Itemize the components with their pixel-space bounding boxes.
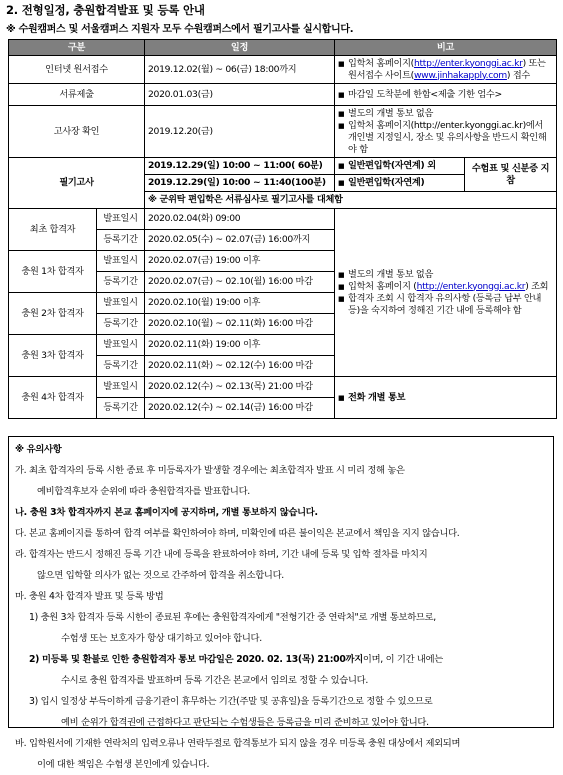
- note-bold: 2) 미등록 및 환불로 인한 충원합격자 통보 마감일은 2020. 02. 13(목) 21:00까지: [29, 654, 363, 665]
- round-key: 발표일시: [97, 209, 145, 230]
- row-label: 필기고사: [9, 158, 145, 209]
- note-text: 입학처 홈페이지(: [348, 57, 414, 69]
- note-rest: 이며, 이 기간 내에는: [362, 654, 443, 665]
- round-value: 2020.02.12(수) ~ 02.14(금) 16:00 마감: [145, 398, 335, 419]
- apply-site-link[interactable]: www.jinhakapply.com: [413, 69, 507, 81]
- note-text: ■ 별도의 개별 통보 없음: [338, 108, 553, 120]
- note-item: 수시로 충원 합격자를 발표하며 등록 기간은 본교에서 임의로 정할 수 있습니다.: [61, 675, 368, 686]
- exam-note-1: [335, 158, 465, 175]
- note-text: ) 접수: [506, 69, 530, 81]
- round-key: 등록기간: [97, 272, 145, 293]
- row-note: [335, 56, 557, 84]
- round-label: 충원 2차 합격자: [9, 293, 97, 335]
- row-date: 2020.01.03(금): [145, 84, 335, 106]
- row-date: 2019.12.02(월) ~ 06(금) 18:00까지: [145, 56, 335, 84]
- section-heading: 2. 전형일정, 충원합격발표 및 등록 안내: [6, 3, 205, 17]
- round-value: 2020.02.10(월) ~ 02.11(화) 16:00 마감: [145, 314, 335, 335]
- header-remark: 비고: [335, 40, 557, 56]
- note-item: 나. 충원 3차 합격자까지 본교 홈페이지에 공지하며, 개별 통보하지 않습니다.: [15, 507, 318, 518]
- note-item: [15, 649, 547, 670]
- note-text: ■ 일반편입학(자연계): [338, 177, 461, 189]
- schedule-table: [8, 39, 557, 419]
- notes-title: ※ 유의사항: [15, 444, 62, 455]
- table-row: [9, 209, 557, 230]
- note-item: 가. 최초 합격자의 등록 시한 종료 후 미등록자가 발생할 경우에는 최초합격자 발표 시 미리 정해 놓은: [15, 465, 405, 476]
- round-key: 등록기간: [97, 398, 145, 419]
- round-value: 2020.02.07(금) ~ 02.10(월) 16:00 마감: [145, 272, 335, 293]
- round-label: 충원 3차 합격자: [9, 335, 97, 377]
- table-header-row: [9, 40, 557, 56]
- exam-remark: ※ 군위탁 편입학은 서류심사로 필기고사를 대체함: [145, 192, 557, 209]
- round-key: 등록기간: [97, 356, 145, 377]
- note-item: 수험생 또는 보호자가 항상 대기하고 있어야 합니다.: [61, 633, 262, 644]
- section-subheading: ※ 수원캠퍼스 및 서울캠퍼스 지원자 모두 수원캠퍼스에서 필기고사를 실시합니다.: [6, 24, 354, 35]
- exam-note-2: [335, 175, 465, 192]
- row-note: [335, 106, 557, 158]
- note-item: 3) 입시 일정상 부득이하게 금융기관이 휴무하는 기간(주말 및 공휴일)을 등록기간으로 정할 수 있으므로: [29, 696, 433, 707]
- note-text: ■ 일반편입학(자연계) 외: [338, 160, 461, 172]
- note-item: 예비 순위가 합격권에 근접하다고 판단되는 수험생들은 등록금을 미리 준비하고 있어야 합니다.: [61, 717, 429, 728]
- note-text: ) 또는 원서접수 사이트(: [348, 57, 546, 81]
- row-note: [335, 84, 557, 106]
- round-key: 등록기간: [97, 230, 145, 251]
- table-row: [9, 106, 557, 158]
- note-text: 입학처 홈페이지 (: [348, 280, 417, 292]
- round-key: 발표일시: [97, 251, 145, 272]
- round-value: 2020.02.04(화) 09:00: [145, 209, 335, 230]
- note-item: 1) 충원 3차 합격자 등록 시한이 종료된 후에는 충원합격자에게 "전형기간 중 연락처"로 개별 통보하므로,: [29, 612, 436, 623]
- round-key: 발표일시: [97, 335, 145, 356]
- round-key: 발표일시: [97, 293, 145, 314]
- homepage-link[interactable]: http://enter.kyonggi.ac.kr: [413, 57, 523, 69]
- note-item: 라. 합격자는 반드시 정해진 등록 기간 내에 등록을 완료하여야 하며, 기간 내에 등록 및 입학 절차를 마치지: [15, 549, 428, 560]
- round-key: 발표일시: [97, 377, 145, 398]
- round4-note: [335, 377, 557, 419]
- note-item: 예비합격후보자 순위에 따라 충원합격자를 발표합니다.: [37, 486, 250, 497]
- header-schedule: 일정: [145, 40, 335, 56]
- table-row: [9, 56, 557, 84]
- note-text: ■ 전화 개별 통보: [338, 392, 553, 404]
- round-label: 최초 합격자: [9, 209, 97, 251]
- homepage-link[interactable]: http://enter.kyonggi.ac.kr: [416, 280, 526, 292]
- note-text: ) 조회: [525, 280, 549, 292]
- row-date: 2019.12.20(금): [145, 106, 335, 158]
- note-text: ■ 별도의 개별 통보 없음: [338, 269, 553, 281]
- note-text: ■ 합격자 조회 시 합격자 유의사항 (등록금 납부 안내 등)을 숙지하여 정해진 기간 내에 등록해야 함: [338, 293, 553, 317]
- table-row: [9, 84, 557, 106]
- notes-box: [8, 436, 554, 770]
- note-item: 않으면 입학할 의사가 없는 것으로 간주하여 합격을 취소합니다.: [37, 570, 284, 581]
- row-label: 고사장 확인: [9, 106, 145, 158]
- note-text: ■ 마감일 도착분에 한함<제출 기한 엄수>: [338, 89, 553, 101]
- note-item: 바. 입학원서에 기재한 연락처의 입력오류나 연락두절로 합격통보가 되지 않을 경우 미등록 충원 대상에서 제외되며: [15, 738, 461, 749]
- round-value: 2020.02.05(수) ~ 02.07(금) 16:00까지: [145, 230, 335, 251]
- exam-time-2: 2019.12.29(일) 10:00 ~ 11:40(100분): [145, 175, 335, 192]
- header-category: 구분: [9, 40, 145, 56]
- round-label: 충원 4차 합격자: [9, 377, 97, 419]
- note-item: 이에 대한 책임은 수험생 본인에게 있습니다.: [37, 759, 210, 770]
- round-value: 2020.02.07(금) 19:00 이후: [145, 251, 335, 272]
- round-value: 2020.02.12(수) ~ 02.13(목) 21:00 마감: [145, 377, 335, 398]
- round-key: 등록기간: [97, 314, 145, 335]
- table-row: [9, 377, 557, 398]
- note-item: 마. 충원 4차 합격자 발표 및 등록 방법: [15, 591, 164, 602]
- note-item: 다. 본교 홈페이지를 통하여 합격 여부를 확인하여야 하며, 미확인에 따른 불이익은 본교에서 책임을 지지 않습니다.: [15, 528, 460, 539]
- exam-time-1: 2019.12.29(일) 10:00 ~ 11:00( 60분): [145, 158, 335, 175]
- rounds-note: [335, 209, 557, 377]
- round-value: 2020.02.11(화) 19:00 이후: [145, 335, 335, 356]
- round-label: 충원 1차 합격자: [9, 251, 97, 293]
- note-text: ■ 입학처 홈페이지(http://enter.kyonggi.ac.kr)에서 개인별 지정일시, 장소 및 유의사항을 반드시 확인해야 함: [338, 120, 553, 156]
- row-label: 인터넷 원서접수: [9, 56, 145, 84]
- row-label: 서류제출: [9, 84, 145, 106]
- exam-bring-note: 수험표 및 신분증 지참: [465, 158, 557, 192]
- table-row: [9, 158, 557, 175]
- round-value: 2020.02.11(화) ~ 02.12(수) 16:00 마감: [145, 356, 335, 377]
- round-value: 2020.02.10(월) 19:00 이후: [145, 293, 335, 314]
